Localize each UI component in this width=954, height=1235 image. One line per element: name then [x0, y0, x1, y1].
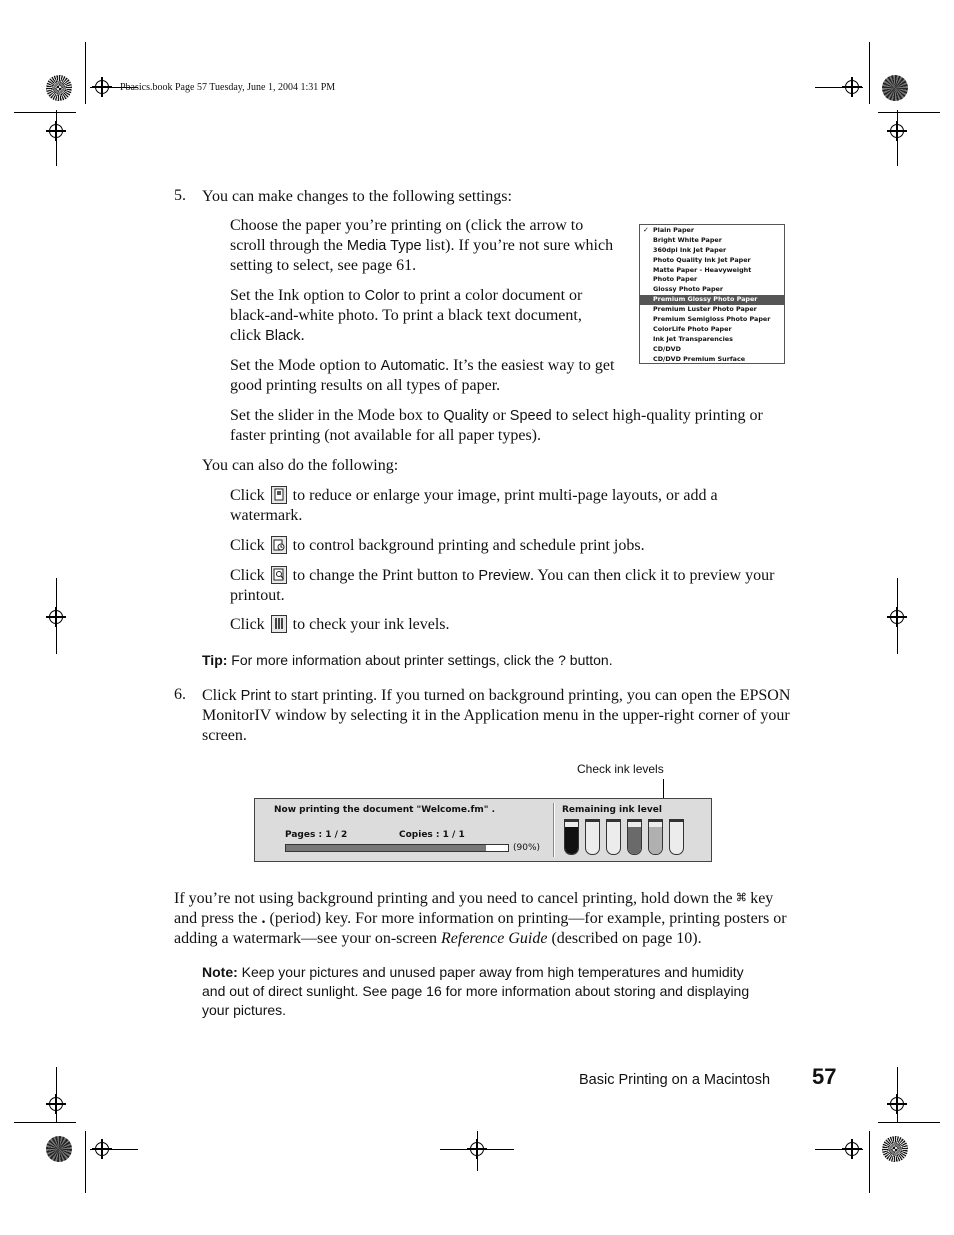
ink-fill	[649, 827, 662, 854]
media-type-paragraph: Choose the paper you’re printing on (click the arrow to scroll through the Media Type list). If you’re not sure which setting to select, see page 61.	[230, 217, 614, 274]
media-type-option-label: Premium Semigloss Photo Paper	[653, 315, 771, 324]
command-key-icon: ⌘	[736, 888, 747, 907]
media-type-option-label: Premium Luster Photo Paper	[653, 305, 757, 314]
media-type-option[interactable]	[640, 266, 784, 276]
checkmark-icon: ✓	[643, 226, 649, 234]
media-type-option-label: ColorLife Photo Paper	[653, 324, 732, 333]
mode-paragraph: Set the Mode option to Automatic. It’s the easiest way to get good printing results on all types of paper.	[230, 357, 615, 394]
media-type-option[interactable]	[640, 315, 784, 325]
step-intro: You can make changes to the following settings:	[202, 188, 512, 205]
media-type-option-label: CD/DVD	[653, 344, 681, 353]
header-slug: Pbasics.book Page 57 Tuesday, June 1, 2004 1:31 PM	[120, 82, 336, 93]
step-number: 5.	[174, 187, 186, 204]
pages-count: Pages : 1 / 2	[285, 830, 348, 840]
preview-icon	[271, 566, 287, 584]
help-button-label: ?	[558, 652, 566, 668]
ink-fill	[565, 827, 578, 854]
tip-label: Tip:	[202, 652, 228, 668]
remaining-ink-label: Remaining ink level	[562, 805, 662, 815]
media-type-option-label: Photo Quality Ink Jet Paper	[653, 255, 751, 264]
media-type-option-label: Matte Paper - Heavyweight	[653, 265, 752, 274]
click-background-paragraph: Click to control background printing and schedule print jobs.	[230, 537, 645, 554]
media-type-label: Media Type	[346, 238, 422, 254]
media-type-menu	[639, 224, 785, 364]
period-key: .	[261, 910, 266, 927]
media-type-option[interactable]	[640, 246, 784, 256]
ink-cartridge-level	[669, 819, 684, 855]
note-paragraph: Note: Keep your pictures and unused paper away from high temperatures and humidity and out of direct sunlight. See page 16 for more information about storing and displaying your pictures.	[202, 964, 750, 1018]
reference-guide-title: Reference Guide	[441, 930, 548, 947]
print-progress-bar	[285, 844, 509, 852]
also-do-paragraph: You can also do the following:	[202, 457, 399, 474]
click-layout-paragraph: Click to reduce or enlarge your image, print multi-page layouts, or add a watermark.	[230, 487, 718, 524]
media-type-option[interactable]	[640, 325, 784, 335]
ink-cartridge-level	[627, 819, 642, 855]
step6-paragraph: Click Print to start printing. If you turned on background printing, you can open the EPSON MonitorIV window by selecting it in the Application menu in the upper-right corner of your screen.	[202, 687, 791, 744]
black-label: Black	[265, 328, 301, 344]
page-number: 57	[812, 1064, 837, 1089]
media-type-option-label: Plain Paper	[653, 226, 695, 234]
layout-icon	[271, 486, 287, 504]
color-label: Color	[364, 288, 400, 304]
preview-label: Preview	[478, 568, 530, 584]
footer-section-title: Basic Printing on a Macintosh	[579, 1072, 771, 1088]
window-divider	[553, 803, 555, 857]
print-label: Print	[240, 688, 271, 704]
media-type-option-label: Photo Paper	[653, 275, 698, 284]
speed-label: Speed	[509, 408, 552, 424]
ink-level-icon	[271, 615, 287, 633]
media-type-option[interactable]	[640, 285, 784, 295]
media-type-option[interactable]	[640, 345, 784, 355]
media-type-option-label: Ink Jet Transparencies	[653, 334, 733, 343]
click-ink-paragraph: Click to check your ink levels.	[230, 616, 450, 633]
step-number: 6.	[174, 686, 186, 703]
progress-fill	[286, 845, 486, 851]
cancel-printing-paragraph: If you’re not using background printing and you need to cancel printing, hold down the ⌘ key and press the . (period) key. For more information on printing—for example, printing posters or adding a watermark—see your on-screen Reference Guide (described on page 10).	[174, 888, 787, 947]
note-label: Note:	[202, 964, 238, 980]
tip-paragraph: Tip: For more information about printer settings, click the ? button.	[202, 652, 613, 668]
epson-monitor-window	[254, 798, 712, 862]
check-ink-callout: Check ink levels	[577, 762, 664, 776]
ink-cartridge-level	[648, 819, 663, 855]
ink-cartridge-level	[585, 819, 600, 855]
media-type-option[interactable]	[640, 305, 784, 315]
quality-label: Quality	[443, 408, 489, 424]
ink-option-paragraph: Set the Ink option to Color to print a color document or black-and-white photo. To print a black text document, click Black.	[230, 287, 583, 344]
ink-fill	[628, 827, 641, 854]
media-type-option[interactable]	[640, 275, 784, 285]
printing-document-text: Now printing the document "Welcome.fm" .	[274, 805, 495, 815]
media-type-option[interactable]	[640, 355, 784, 365]
media-type-option-label: Bright White Paper	[653, 235, 722, 244]
ink-cartridge-level	[564, 819, 579, 855]
media-type-option[interactable]	[640, 295, 784, 305]
media-type-option[interactable]	[640, 256, 784, 266]
copies-count: Copies : 1 / 1	[399, 830, 465, 840]
media-type-option[interactable]	[640, 236, 784, 246]
automatic-label: Automatic	[380, 358, 446, 374]
progress-percent: (90%)	[513, 843, 541, 853]
media-type-option[interactable]	[640, 226, 784, 236]
ink-cartridge-level	[606, 819, 621, 855]
click-preview-paragraph: Click to change the Print button to Preview. You can then click it to preview your printout.	[230, 567, 775, 604]
media-type-option-label: 360dpi Ink Jet Paper	[653, 245, 727, 254]
slider-paragraph: Set the slider in the Mode box to Quality or Speed to select high-quality printing or faster printing (not available for all paper types).	[230, 407, 763, 444]
media-type-option[interactable]	[640, 335, 784, 345]
media-type-option-label: Glossy Photo Paper	[653, 285, 724, 294]
media-type-option-label: Premium Glossy Photo Paper	[653, 295, 758, 304]
background-printing-icon	[271, 536, 287, 554]
media-type-option-label: CD/DVD Premium Surface	[653, 354, 746, 363]
